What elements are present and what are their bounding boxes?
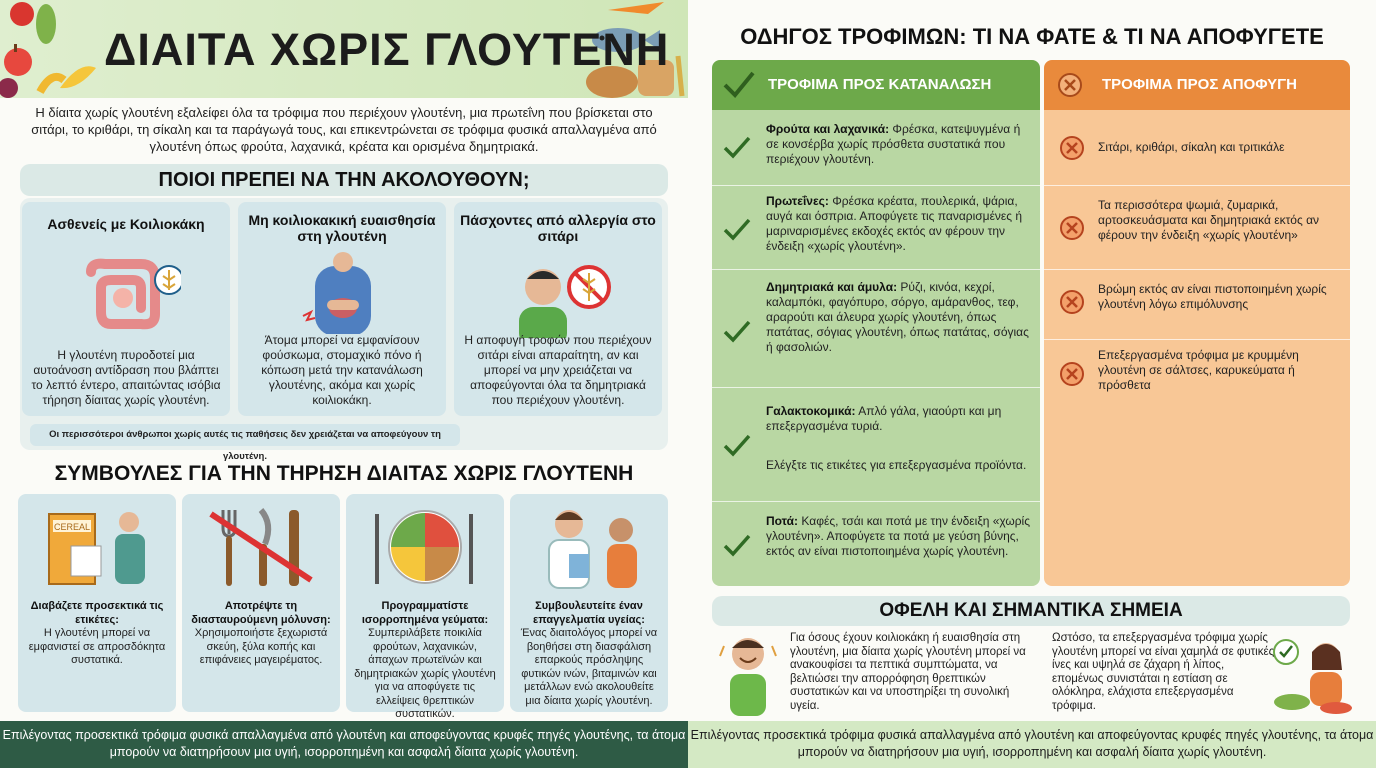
tip-card-consult: [510, 494, 668, 712]
checkmark-icon: [722, 216, 752, 244]
list-item: Ποτά: Καφές, τσάι και ποτά με την ένδειξη «χωρίς γλουτένη». Αποφύγετε τα ποτά με γεύση βύνης, εκτός αν είναι πιστοποιημένα χωρίς γλουτένη.: [712, 502, 1040, 586]
who-card-celiac: [22, 202, 230, 416]
list-item: Φρούτα και λαχανικά: Φρέσκα, κατεψυγμένα ή σε κονσέρβα χωρίς πρόσθετα συστατικά που περιέχουν γλουτένη.: [712, 110, 1040, 186]
happy-person-icon: [714, 632, 782, 716]
who-card-title: Πάσχοντες από αλλεργία στο σιτάρι: [460, 212, 656, 244]
list-item: Βρώμη εκτός αν είναι πιστοποιημένη χωρίς γλουτένη λόγω επιμόλυνσης: [1044, 270, 1350, 340]
svg-text:CEREAL: CEREAL: [53, 522, 91, 532]
page-title: ΔΙΑΙΤΑ ΧΩΡΙΣ ΓΛΟΥΤΕΝΗ: [104, 24, 670, 75]
healthy-eating-icon: [1272, 636, 1356, 716]
tip-title: Προγραμματίστε ισορροπημένα γεύματα:: [361, 600, 489, 626]
benefit-text-2: Ωστόσο, τα επεξεργασμένα τρόφιμα χωρίς γλουτένη μπορεί να είναι χαμηλά σε φυτικές ίνες και υψηλά σε ζάχαρη ή λίπος, επομένως συνιστάται η εστίαση σε ολόκληρα, ελάχιστα επεξεργασμένα τρόφιμα.: [1052, 632, 1275, 712]
prohibited-icon: [1058, 360, 1086, 388]
prohibited-icon: [1056, 71, 1084, 99]
tip-card-cross-contamination: [182, 494, 340, 712]
avoid-list: [1044, 110, 1350, 586]
checkmark-icon: [722, 69, 756, 101]
avoid-header-label: ΤΡΟΦΙΜΑ ΠΡΟΣ ΑΠΟΦΥΓΗ: [1102, 76, 1298, 93]
list-item: Γαλακτοκομικά: Απλό γάλα, γιαούρτι και μη επεξεργασμένα τυριά. Ελέγξτε τις ετικέτες για επεξεργασμένα προϊόντα.: [712, 388, 1040, 502]
food-guide-title: ΟΔΗΓΟΣ ΤΡΟΦΙΜΩΝ: ΤΙ ΝΑ ΦΑΤΕ & ΤΙ ΝΑ ΑΠΟΦΥΓΕΤΕ: [740, 24, 1324, 49]
eat-list: [712, 110, 1040, 586]
footer-right: Επιλέγοντας προσεκτικά τρόφιμα φυσικά απαλλαγμένα από γλουτένη και αποφεύγοντας κρυφές πηγές γλουτένης, τα άτομα μπορούν να διατηρήσουν μια υγιή, ισορροπημένη και ασφαλή δίαιτα χωρίς γλουτένη.: [688, 721, 1376, 768]
list-item: Πρωτεΐνες: Φρέσκα κρέατα, πουλερικά, ψάρια, αυγά και όσπρια. Αποφύγετε τις παναρισμένες ή μαριναρισμένες εκδοχές εκτός αν φέρουν την ένδειξη «χωρίς γλουτένη».: [712, 186, 1040, 270]
checkmark-icon: [722, 432, 752, 460]
tip-title: Αποτρέψτε τη διασταυρούμενη μόλυνση:: [191, 600, 331, 626]
right-panel: [688, 0, 1376, 768]
balanced-plate-icon: [365, 504, 485, 590]
benefits-section-title: ΟΦΕΛΗ ΚΑΙ ΣΗΜΑΝΤΙΚΑ ΣΗΜΕΙΑ: [712, 596, 1350, 626]
who-note: Οι περισσότεροι άνθρωποι χωρίς αυτές τις παθήσεις δεν χρειάζεται να αποφεύγουν τη γλουτένη.: [30, 424, 460, 446]
intestine-icon: [71, 258, 181, 330]
tip-text: Η γλουτένη μπορεί να εμφανιστεί σε απροσδόκητα συστατικά.: [28, 627, 166, 666]
list-item: Τα περισσότερα ψωμιά, ζυμαρικά, αρτοσκευάσματα και δημητριακά εκτός αν φέρουν την ένδειξη «χωρίς γλουτένη»: [1044, 186, 1350, 270]
tip-text: Χρησιμοποιήστε ξεχωριστά σκεύη, ξύλα κοπής και επιφάνειες μαγειρέματος.: [194, 627, 328, 666]
prohibited-icon: [1058, 214, 1086, 242]
who-section: [20, 198, 668, 462]
prohibited-icon: [1058, 288, 1086, 316]
tip-title: Συμβουλευτείτε έναν επαγγελματία υγείας:: [533, 600, 645, 626]
stomach-pain-icon: [287, 250, 397, 334]
checkmark-icon: [722, 134, 752, 162]
who-card-text: Η γλουτένη πυροδοτεί μια αυτοάνοση αντίδραση που βλάπτει το λεπτό έντερο, απαιτώντας ισόβια τήρηση δίαιτας χωρίς γλουτένη.: [31, 348, 221, 407]
benefit-text-1: Για όσους έχουν κοιλιοκάκη ή ευαισθησία στη γλουτένη, μια δίαιτα χωρίς γλουτένη μπορεί να ανακουφίσει τα πεπτικά συμπτώματα, να βελτιώσει την απορρόφηση θρεπτικών συστατικών και να υποστηρίξει τη συνολική υγεία.: [790, 632, 1026, 712]
tip-text: Συμπεριλάβετε ποικιλία φρούτων, λαχανικών, άπαχων πρωτεϊνών και δημητριακών χωρίς γλουτένη για να αποφύγετε τις ελλείψεις θρεπτικών συστατικών.: [354, 627, 496, 720]
who-card-sensitivity: [238, 202, 446, 416]
who-card-title: Μη κοιλιοκακική ευαισθησία στη γλουτένη: [248, 212, 436, 244]
food-decoration-icon: [0, 0, 100, 98]
tips-section-title: ΣΥΜΒΟΥΛΕΣ ΓΙΑ ΤΗΝ ΤΗΡΗΣΗ ΔΙΑΙΤΑΣ ΧΩΡΙΣ ΓΛΟΥΤΕΝΗ: [54, 462, 634, 485]
who-section-title: ΠΟΙΟΙ ΠΡΕΠΕΙ ΝΑ ΤΗΝ ΑΚΟΛΟΥΘΟΥΝ;: [20, 164, 668, 196]
list-item: Επεξεργασμένα τρόφιμα με κρυμμένη γλουτένη σε σάλτσες, καρυκεύματα ή πρόσθετα: [1044, 340, 1350, 410]
avoid-column-header: [1044, 60, 1350, 110]
prohibited-icon: [1058, 134, 1086, 162]
list-item: Δημητριακά και άμυλα: Ρύζι, κινόα, κεχρί, καλαμπόκι, φαγόπυρο, σόργο, αμάρανθος, τεφ, αραρούτι και άλευρα χωρίς γλουτένη, όπως πατάτας, σόγιας γλουτένη, όπως πατάτας, σόγιας ή φασολιών.: [712, 270, 1040, 388]
hero-banner: [0, 0, 688, 98]
tip-title: Διαβάζετε προσεκτικά τις ετικέτες:: [30, 600, 164, 626]
tip-card-labels: [18, 494, 176, 712]
list-item: Σιτάρι, κριθάρι, σίκαλη και τριτικάλε: [1044, 110, 1350, 186]
who-card-text: Η αποφυγή τροφών που περιέχουν σιτάρι είναι απαραίτητη, αν και μπορεί να μην χρειάζεται να αποφεύγονται όλα τα δημητριακά που περιέχουν γλουτένη.: [464, 333, 652, 407]
checkmark-icon: [722, 532, 752, 560]
checkmark-icon: [722, 318, 752, 346]
utensils-icon: [201, 504, 321, 590]
tip-card-balanced-meals: [346, 494, 504, 720]
wheat-allergy-icon: [503, 248, 613, 338]
tip-text: Ένας διαιτολόγος μπορεί να βοηθήσει στη διασφάλιση επαρκούς πρόσληψης φυτικών ινών, βιταμινών και μετάλλων ενώ ακολουθείτε μια δίαιτα χωρίς γλουτένη.: [520, 627, 658, 707]
doctor-icon: [529, 504, 649, 590]
footer-left: Επιλέγοντας προσεκτικά τρόφιμα φυσικά απαλλαγμένα από γλουτένη και αποφεύγοντας κρυφές πηγές γλουτένης, τα άτομα μπορούν να διατηρήσουν μια υγιή, ισορροπημένη και ασφαλή δίαιτα χωρίς γλουτένη.: [0, 721, 688, 768]
eat-header-label: ΤΡΟΦΙΜΑ ΠΡΟΣ ΚΑΤΑΝΑΛΩΣΗ: [768, 76, 992, 93]
who-card-wheat-allergy: [454, 202, 662, 416]
eat-column-header: [712, 60, 1040, 110]
intro-text: Η δίαιτα χωρίς γλουτένη εξαλείφει όλα τα τρόφιμα που περιέχουν γλουτένη, μια πρωτεΐνη που βρίσκεται στο σιτάρι, το κριθάρι, τη σίκαλη και τα παράγωγά τους, και επικεντρώνεται σε τρόφιμα φυσικά απαλλαγμένα από γλουτένη όπως φρούτα, λαχανικά, κρέατα και ορισμένα δημητριακά.: [31, 105, 657, 154]
who-card-text: Άτομα μπορεί να εμφανίσουν φούσκωμα, στομαχικό πόνο ή κόπωση μετά την κατανάλωση γλουτένης, ακόμα και χωρίς κοιλιοκάκη.: [261, 333, 423, 407]
who-card-title: Ασθενείς με Κοιλιοκάκη: [47, 216, 205, 232]
cereal-label-icon: [37, 504, 157, 590]
